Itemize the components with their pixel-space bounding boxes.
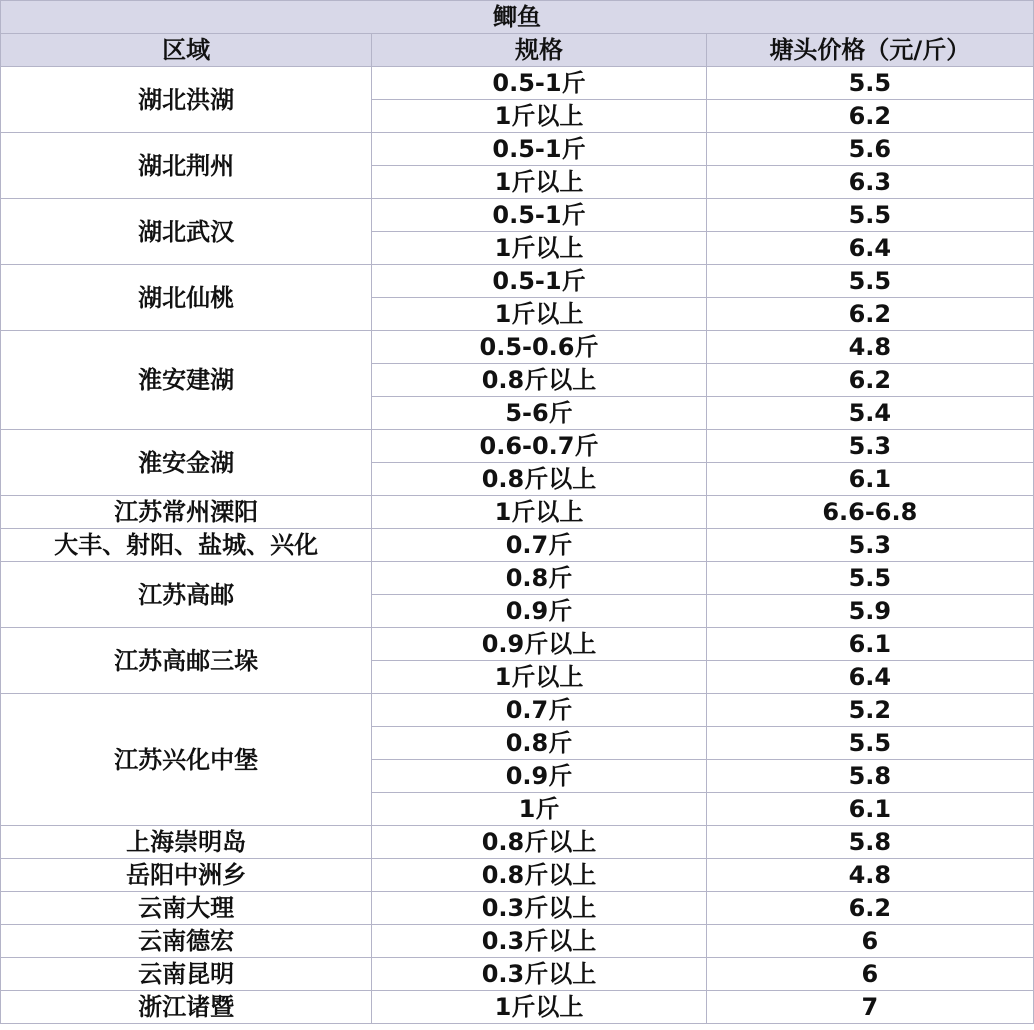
price-cell: 6.1 [706,463,1033,496]
price-cell: 7 [706,991,1033,1024]
region-cell: 云南昆明 [1,958,372,991]
table-title: 鲫鱼 [1,1,1034,34]
spec-cell: 1斤以上 [372,232,706,265]
spec-cell: 0.3斤以上 [372,925,706,958]
price-cell: 4.8 [706,331,1033,364]
price-cell: 6.2 [706,892,1033,925]
price-cell: 5.5 [706,199,1033,232]
price-cell: 6.2 [706,100,1033,133]
region-cell: 江苏高邮三垛 [1,628,372,694]
spec-cell: 0.6-0.7斤 [372,430,706,463]
region-cell: 上海崇明岛 [1,826,372,859]
spec-cell: 0.5-1斤 [372,67,706,100]
table-row [1,265,1034,298]
price-cell: 6 [706,958,1033,991]
region-cell: 大丰、射阳、盐城、兴化 [1,529,372,562]
price-cell: 5.5 [706,265,1033,298]
spec-cell: 0.8斤 [372,727,706,760]
price-cell: 6.1 [706,793,1033,826]
spec-cell: 0.8斤以上 [372,463,706,496]
spec-cell: 1斤以上 [372,166,706,199]
price-cell: 5.5 [706,727,1033,760]
price-cell: 5.6 [706,133,1033,166]
spec-cell: 0.5-1斤 [372,199,706,232]
region-cell: 江苏高邮 [1,562,372,628]
header-region: 区域 [1,34,372,67]
spec-cell: 0.7斤 [372,694,706,727]
price-cell: 5.3 [706,430,1033,463]
spec-cell: 0.7斤 [372,529,706,562]
spec-cell: 5-6斤 [372,397,706,430]
table-row [1,133,1034,166]
table-row [1,925,1034,958]
price-cell: 5.4 [706,397,1033,430]
price-cell: 5.8 [706,826,1033,859]
region-cell: 湖北荆州 [1,133,372,199]
table-row [1,67,1034,100]
table-row [1,496,1034,529]
table-row [1,694,1034,727]
price-cell: 5.3 [706,529,1033,562]
region-cell: 江苏兴化中堡 [1,694,372,826]
spec-cell: 1斤以上 [372,100,706,133]
table-row [1,628,1034,661]
table-row [1,430,1034,463]
price-cell: 6.2 [706,364,1033,397]
table-row [1,331,1034,364]
title-row [1,1,1034,34]
table-row [1,859,1034,892]
price-cell: 6 [706,925,1033,958]
table-row [1,199,1034,232]
spec-cell: 1斤 [372,793,706,826]
region-cell: 云南大理 [1,892,372,925]
price-cell: 5.5 [706,562,1033,595]
table-row [1,826,1034,859]
header-price: 塘头价格（元/斤） [706,34,1033,67]
table-row [1,529,1034,562]
region-cell: 云南德宏 [1,925,372,958]
price-cell: 5.2 [706,694,1033,727]
spec-cell: 0.9斤 [372,595,706,628]
spec-cell: 0.5-1斤 [372,265,706,298]
spec-cell: 1斤以上 [372,661,706,694]
price-cell: 6.1 [706,628,1033,661]
region-cell: 湖北仙桃 [1,265,372,331]
region-cell: 江苏常州溧阳 [1,496,372,529]
region-cell: 浙江诸暨 [1,991,372,1024]
table-row [1,991,1034,1024]
spec-cell: 0.5-0.6斤 [372,331,706,364]
spec-cell: 1斤以上 [372,298,706,331]
spec-cell: 0.8斤以上 [372,859,706,892]
spec-cell: 0.5-1斤 [372,133,706,166]
spec-cell: 0.3斤以上 [372,958,706,991]
spec-cell: 0.8斤 [372,562,706,595]
header-row [1,34,1034,67]
spec-cell: 1斤以上 [372,496,706,529]
price-cell: 5.5 [706,67,1033,100]
price-cell: 5.9 [706,595,1033,628]
spec-cell: 0.9斤 [372,760,706,793]
price-cell: 6.4 [706,232,1033,265]
region-cell: 湖北洪湖 [1,67,372,133]
table-row [1,892,1034,925]
region-cell: 岳阳中洲乡 [1,859,372,892]
region-cell: 淮安建湖 [1,331,372,430]
spec-cell: 0.8斤以上 [372,826,706,859]
region-cell: 淮安金湖 [1,430,372,496]
price-cell: 6.3 [706,166,1033,199]
spec-cell: 0.8斤以上 [372,364,706,397]
spec-cell: 0.9斤以上 [372,628,706,661]
spec-cell: 1斤以上 [372,991,706,1024]
price-cell: 6.6-6.8 [706,496,1033,529]
table-row [1,958,1034,991]
price-cell: 6.4 [706,661,1033,694]
price-cell: 5.8 [706,760,1033,793]
header-spec: 规格 [372,34,706,67]
price-cell: 4.8 [706,859,1033,892]
price-cell: 6.2 [706,298,1033,331]
table-body [1,67,1034,1024]
spec-cell: 0.3斤以上 [372,892,706,925]
table-row [1,562,1034,595]
region-cell: 湖北武汉 [1,199,372,265]
